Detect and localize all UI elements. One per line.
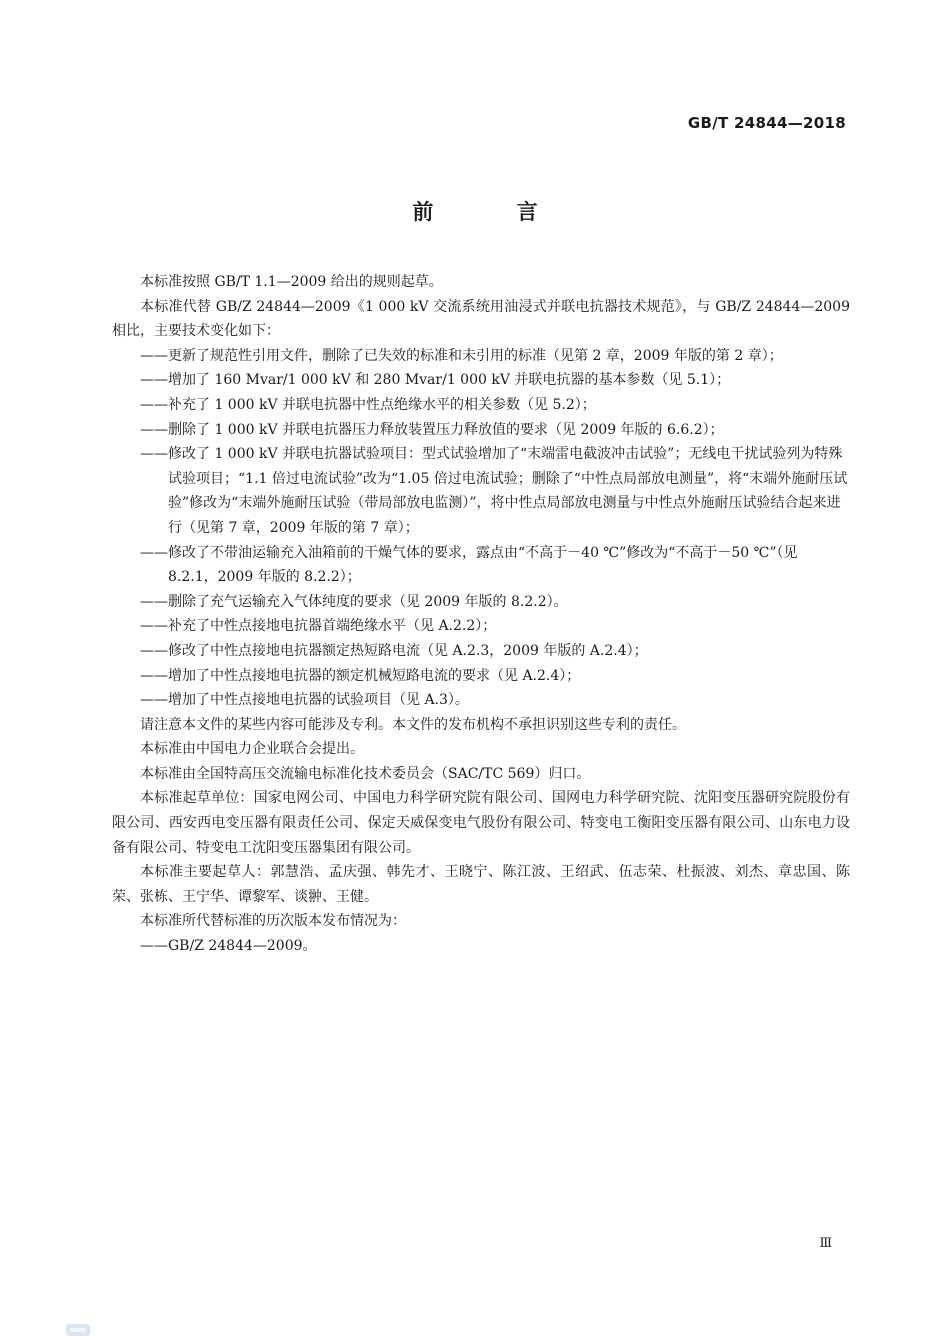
list-item — [112, 368, 850, 393]
paragraph: 本标准按照 GB/T 1.1—2009 给出的规则起草。 — [140, 274, 443, 290]
list-item — [112, 393, 850, 418]
list-item-text: ——修改了不带油运输充入油箱前的干燥气体的要求，露点由“不高于－40 ℃”修改为“不高于－50 ℃”（见 8.2.1，2009 年版的 8.2.2）； — [140, 544, 798, 586]
list-item-text: ——修改了中性点接地电抗器额定热短路电流（见 A.2.3，2009 年版的 A.2.4）； — [140, 642, 648, 659]
paragraph: 本标准代替 GB/Z 24844—2009《1 000 kV 交流系统用油浸式并联电抗器技术规范》，与 GB/Z 24844—2009 相比，主要技术变化如下： — [112, 298, 850, 340]
paragraph: 本标准由全国特高压交流输电标准化技术委员会（SAC/TC 569）归口。 — [140, 765, 591, 782]
list-item — [112, 614, 850, 639]
list-item — [112, 639, 850, 664]
list-item-text: ——GB/Z 24844—2009。 — [140, 938, 317, 955]
sac-logo-icon — [66, 1322, 90, 1338]
list-item — [112, 590, 850, 615]
list-item-text: ——修改了 1 000 kV 并联电抗器试验项目：型式试验增加了“末端雷电截波冲击试验”；无线电干扰试验列为特殊试验项目；“1.1 倍过电流试验”改为“1.05 倍过电流试验；删除了“中性点局部放电测量”，将“末端外施耐压试验”修改为“末端外施耐压试验（带局部放电监测）”，将中性点局部放电测量与中性点外施耐压试验结合起来进行（见第 7 章，2009 年版的第 7 章）； — [140, 446, 848, 536]
paragraph: 本标准由中国电力企业联合会提出。 — [140, 741, 364, 758]
standard-number: GB/T 24844—2018 — [687, 114, 846, 132]
list-item — [112, 344, 850, 369]
document-body — [112, 270, 850, 959]
list-item — [112, 442, 850, 540]
list-item-text: ——删除了 1 000 kV 并联电抗器压力释放装置压力释放值的要求（见 2009 年版的 6.6.2）； — [140, 421, 724, 438]
list-item-text: ——补充了 1 000 kV 并联电抗器中性点绝缘水平的相关参数（见 5.2）； — [140, 396, 596, 413]
list-item — [112, 934, 850, 959]
list-item-text: ——增加了 160 Mvar/1 000 kV 和 280 Mvar/1 000 kV 并联电抗器的基本参数（见 5.1）； — [140, 372, 731, 389]
paragraph: 本标准所代替标准的历次版本发布情况为： — [140, 913, 406, 930]
list-item — [112, 541, 850, 590]
list-item-text: ——增加了中性点接地电抗器的额定机械短路电流的要求（见 A.2.4）； — [140, 667, 581, 684]
paragraph: 本标准起草单位：国家电网公司、中国电力科学研究院有限公司、国网电力科学研究院、沈阳变压器研究院股份有限公司、西安西电变压器有限责任公司、保定天威保变电气股份有限公司、特变电工衡阳变压器有限公司、山东电力设备有限公司、特变电工沈阳变压器集团有限公司。 — [112, 790, 850, 856]
list-item-text: ——删除了充气运输充入气体纯度的要求（见 2009 年版的 8.2.2）。 — [140, 593, 568, 610]
list-item-text: ——增加了中性点接地电抗器的试验项目（见 A.3）。 — [140, 692, 469, 709]
list-item — [112, 688, 850, 713]
page-number: Ⅲ — [819, 1236, 832, 1251]
list-item-text: ——更新了规范性引用文件，删除了已失效的标准和未引用的标准（见第 2 章，2009 年版的第 2 章）； — [140, 347, 783, 364]
page-title: 前 言 — [412, 200, 576, 224]
list-item — [112, 664, 850, 689]
list-item-text: ——补充了中性点接地电抗器首端绝缘水平（见 A.2.2）； — [140, 618, 497, 635]
paragraph: 本标准主要起草人：郭慧浩、孟庆强、韩先才、王晓宁、陈江波、王绍武、伍志荣、杜振波、刘杰、章忠国、陈荣、张栋、王宁华、谭黎军、谈翀、王健。 — [112, 864, 850, 905]
paragraph: 请注意本文件的某些内容可能涉及专利。本文件的发布机构不承担识别这些专利的责任。 — [140, 716, 686, 733]
list-item — [112, 418, 850, 443]
